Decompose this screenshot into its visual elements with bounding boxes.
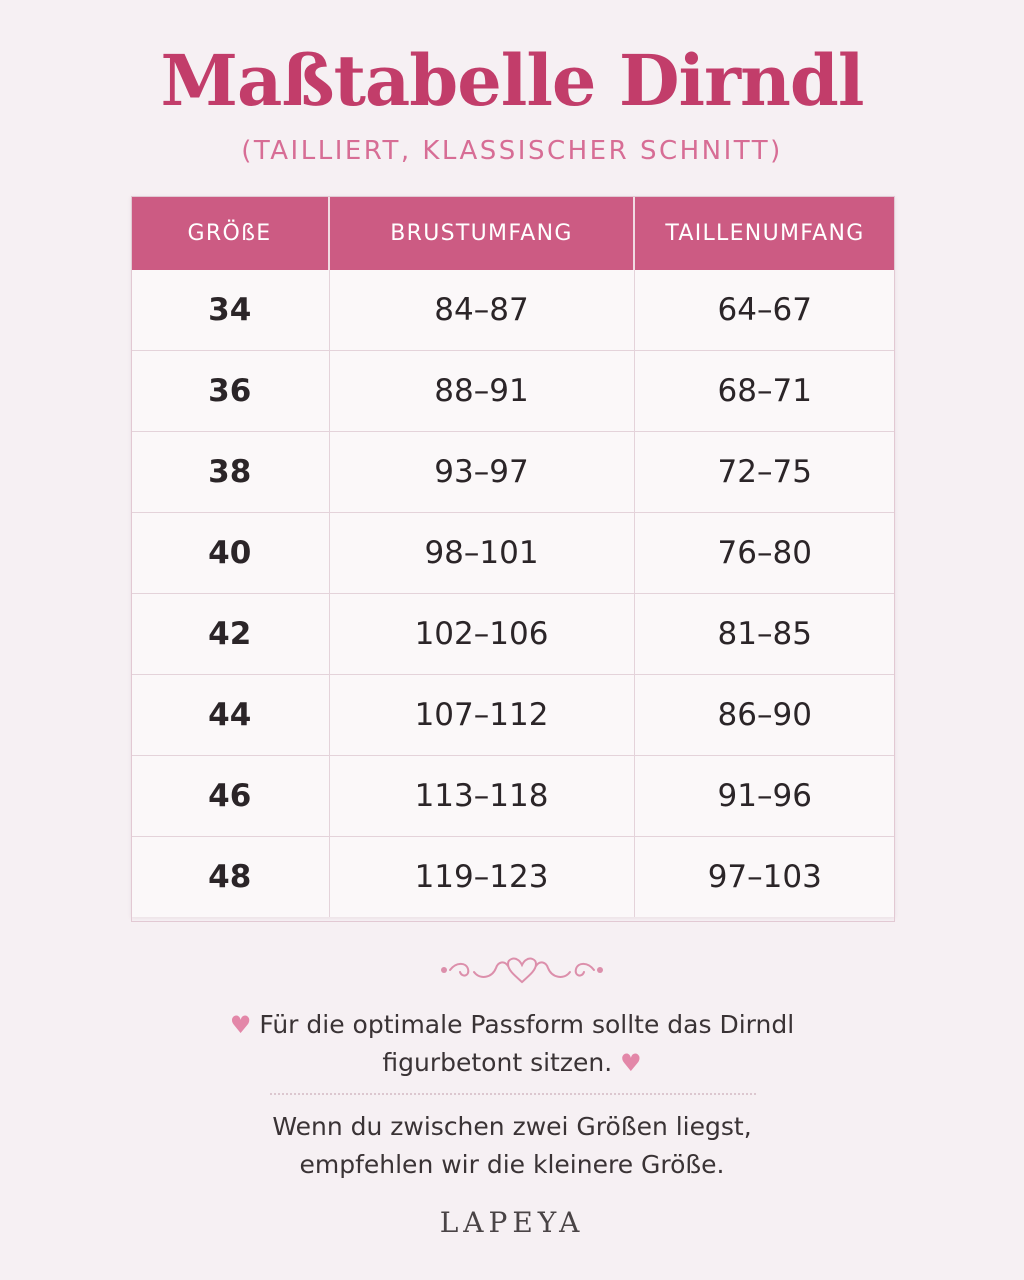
table-row: [131, 837, 895, 918]
fit-note-line-1: Für die optimale Passform sollte das Dirndl: [259, 1010, 795, 1039]
brand-logo: LAPEYA: [439, 1206, 585, 1239]
waist-cell: 64–67: [634, 270, 895, 351]
table-row: [131, 351, 895, 432]
column-header-waist: TAILLENUMFANG: [634, 196, 895, 270]
size-cell: 40: [131, 513, 329, 594]
dotted-divider: [270, 1093, 756, 1095]
page-title: Maßtabelle Dirndl: [160, 39, 864, 122]
bust-cell: 98–101: [329, 513, 634, 594]
size-cell: 44: [131, 675, 329, 756]
column-header-size: GRÖßE: [131, 196, 329, 270]
size-cell: 42: [131, 594, 329, 675]
table-header-row: [131, 196, 895, 270]
column-header-bust: BRUSTUMFANG: [329, 196, 634, 270]
size-cell: 46: [131, 756, 329, 837]
table-row: [131, 756, 895, 837]
table-row: [131, 675, 895, 756]
bust-cell: 107–112: [329, 675, 634, 756]
table-row: [131, 594, 895, 675]
size-table: [131, 196, 895, 917]
heart-icon: ♥: [229, 1011, 252, 1039]
size-cell: 48: [131, 837, 329, 918]
size-cell: 38: [131, 432, 329, 513]
waist-cell: 76–80: [634, 513, 895, 594]
fit-note: [150, 1006, 874, 1082]
advice-line-2: empfehlen wir die kleinere Größe.: [299, 1150, 725, 1179]
bust-cell: 84–87: [329, 270, 634, 351]
bust-cell: 113–118: [329, 756, 634, 837]
table-row: [131, 432, 895, 513]
bust-cell: 93–97: [329, 432, 634, 513]
table-row: [131, 513, 895, 594]
size-cell: 34: [208, 292, 252, 328]
waist-cell: 91–96: [634, 756, 895, 837]
advice-line-1: Wenn du zwischen zwei Größen liegst,: [272, 1112, 752, 1141]
bust-cell: 119–123: [329, 837, 634, 918]
heart-flourish-ornament: [234, 950, 810, 990]
waist-cell: 68–71: [634, 351, 895, 432]
bust-cell: 102–106: [329, 594, 634, 675]
size-advice: [150, 1108, 874, 1184]
waist-cell: 86–90: [634, 675, 895, 756]
table-row: [131, 270, 895, 351]
waist-cell: 72–75: [634, 432, 895, 513]
size-cell: 36: [131, 351, 329, 432]
heart-icon: ♥: [620, 1049, 642, 1077]
waist-cell: 81–85: [634, 594, 895, 675]
bust-cell: 88–91: [329, 351, 634, 432]
fit-note-line-2: figurbetont sitzen.: [382, 1048, 613, 1077]
waist-cell: 97–103: [634, 837, 895, 918]
page-subtitle: (TAILLIERT, KLASSISCHER SCHNITT): [241, 136, 783, 166]
